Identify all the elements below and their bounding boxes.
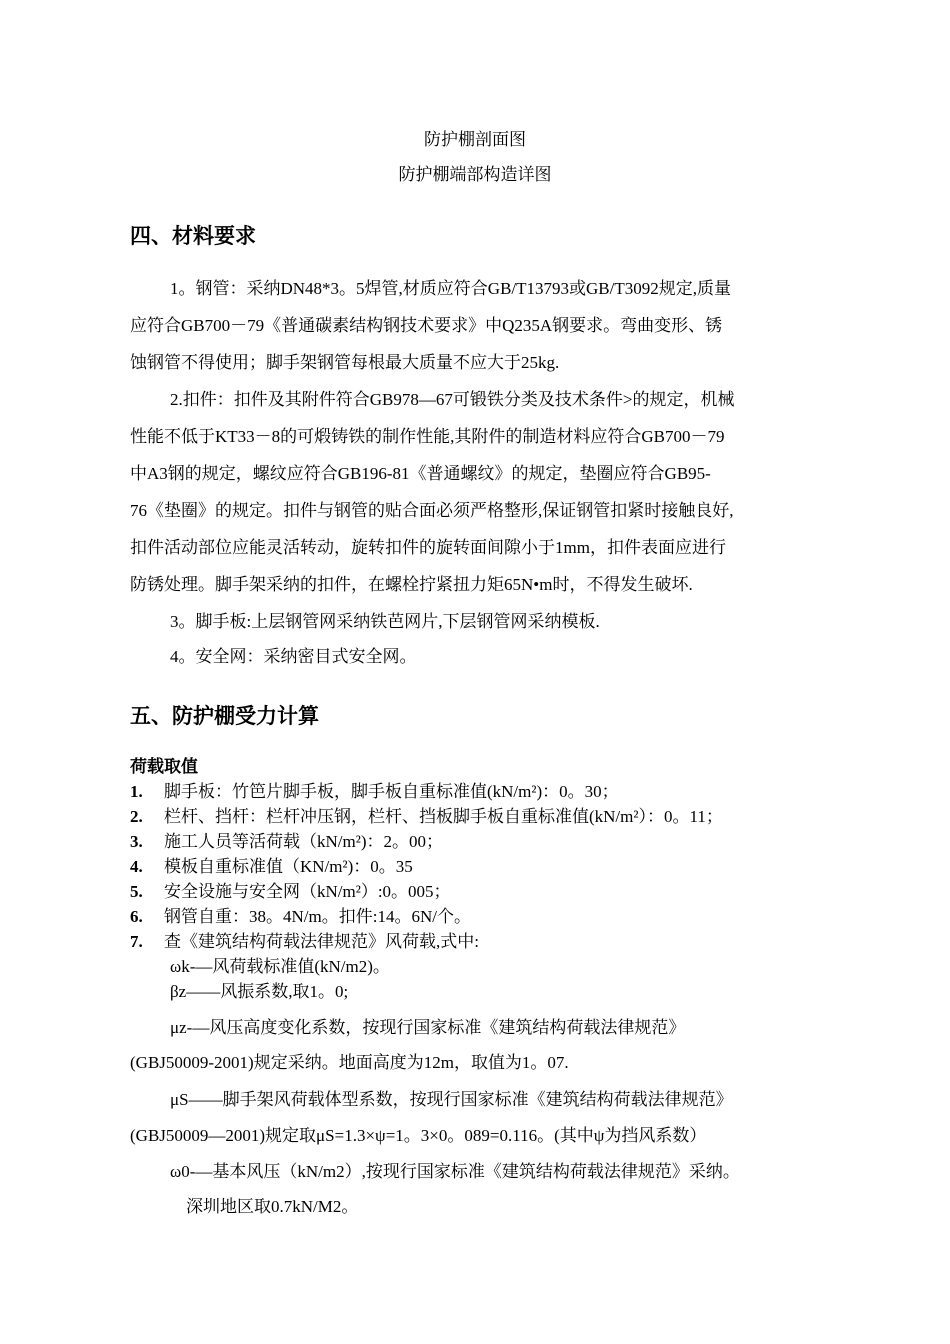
def-bz: βz——风振系数,取1。0; [170,982,349,1001]
def-us-line1: μS——脚手架风荷载体型系数，按现行国家标准《建筑结构荷载法律规范》 [170,1090,733,1109]
para-safety-net: 4。安全网：采纳密目式安全网。 [170,647,417,666]
para-steel-pipe-line3: 蚀钢管不得使用；脚手架钢管每根最大质量不应大于25kg. [130,353,560,372]
para-fastener-line2: 性能不低于KT33－8的可煅铸铁的制作性能,其附件的制造材料应符合GB700－79 [130,427,725,446]
list-item-text: 栏杆、挡杆：栏杆冲压钢，栏杆、挡板脚手板自重标准值(kN/m²）：0。11； [164,807,723,826]
list-item-number: 7. [130,932,143,951]
para-steel-pipe-line2: 应符合GB700－79《普通碳素结构钢技术要求》中Q235A钢要求。弯曲变形、锈 [130,316,723,335]
para-fastener-line1: 2.扣件：扣件及其附件符合GB978—67可锻铁分类及技术条件>的规定，机械 [170,390,735,409]
list-item-number: 2. [130,807,143,826]
list-item-number: 4. [130,857,143,876]
para-fastener-line4: 76《垫圈》的规定。扣件与钢管的贴合面必须严格整形,保证钢管扣紧时接触良好, [130,501,734,520]
list-item [130,827,443,852]
list-item [130,927,479,952]
def-w0: ω0-—基本风压（kN/m2）,按现行国家标准《建筑结构荷载法律规范》采纳。 [170,1162,740,1181]
list-item [130,877,451,902]
list-item [130,852,413,877]
list-item-text: 施工人员等活荷载（kN/m²)：2。00； [164,832,443,851]
def-us-line2: (GBJ50009—2001)规定取μS=1.3×ψ=1。3×0。089=0.116。(其中ψ为挡风系数） [130,1126,707,1145]
list-item [130,802,723,827]
list-item-number: 1. [130,782,143,801]
section-5-heading: 五、防护棚受力计算 [130,704,319,728]
list-item-number: 3. [130,832,143,851]
def-wk: ωk-—风荷载标准值(kN/m2)。 [170,957,390,976]
list-item-text: 模板自重标准值（KN/m²)：0。35 [164,857,413,876]
figure-caption-detail: 防护棚端部构造详图 [398,165,552,184]
list-item-text: 脚手板：竹笆片脚手板，脚手板自重标准值(kN/m²)：0。30； [164,782,619,801]
list-item-text: 安全设施与安全网（kN/m²）:0。005； [164,882,451,901]
section-4-heading: 四、材料要求 [130,224,256,248]
para-fastener-line3: 中A3钢的规定，螺纹应符合GB196-81《普通螺纹》的规定，垫圈应符合GB95- [130,464,711,483]
load-values-subheading: 荷载取值 [130,757,198,777]
list-item-number: 6. [130,907,143,926]
para-fastener-line6: 防锈处理。脚手架采纳的扣件，在螺栓拧紧扭力矩65N•m时，不得发生破坏. [130,575,693,594]
list-item-text: 查《建筑结构荷载法律规范》风荷载,式中: [164,932,479,951]
def-uz-line1: μz-—风压高度变化系数，按现行国家标准《建筑结构荷载法律规范》 [170,1018,686,1037]
para-scaffold-board: 3。脚手板:上层钢管网采纳铁芭网片,下层钢管网采纳模板. [170,612,600,631]
figure-caption-section: 防护棚剖面图 [424,130,526,149]
list-item-text: 钢管自重：38。4N/m。扣件:14。6N/个。 [164,907,471,926]
def-shenzhen: 深圳地区取0.7kN/M2。 [186,1197,359,1216]
para-steel-pipe-line1: 1。钢管：采纳DN48*3。5焊管,材质应符合GB/T13793或GB/T3092规定,质量 [170,279,731,298]
list-item [130,777,619,802]
def-uz-line2: (GBJ50009-2001)规定采纳。地面高度为12m，取值为1。07. [130,1053,569,1072]
list-item-number: 5. [130,882,143,901]
para-fastener-line5: 扣件活动部位应能灵活转动，旋转扣件的旋转面间隙小于1mm，扣件表面应进行 [130,538,726,557]
list-item [130,902,471,927]
